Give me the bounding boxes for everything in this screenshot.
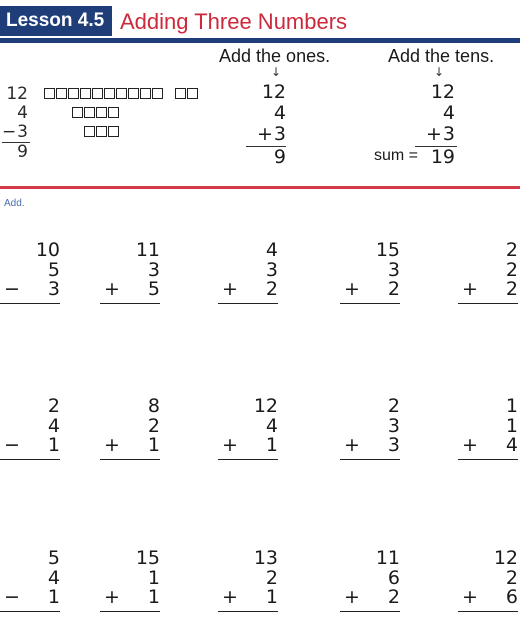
addend-bottom: 2 (265, 278, 278, 300)
addend-middle: 4 (47, 566, 60, 589)
ones-addend-1: 12 (261, 81, 286, 103)
square-row-three (84, 126, 119, 137)
unit-square (80, 88, 91, 99)
problem-2 (100, 241, 160, 304)
unit-square (152, 88, 163, 99)
addend-top: 5 (47, 547, 60, 569)
addend-top: 2 (387, 395, 400, 417)
operator: + (462, 586, 478, 608)
ones-addend-3: 3 (273, 123, 286, 145)
addend-middle: 1 (505, 414, 518, 437)
tens-heading: Add the tens. (388, 46, 495, 66)
addend-bottom-row (0, 588, 60, 608)
header-rule (0, 38, 520, 43)
operator: − (4, 278, 20, 300)
lesson-title: Adding Three Numbers (120, 9, 348, 34)
tens-third-row (415, 124, 455, 145)
operator: + (462, 434, 478, 456)
addend-bottom: 4 (505, 434, 518, 456)
operator: + (462, 278, 478, 300)
operator: + (104, 434, 120, 456)
addend-bottom-row (218, 280, 278, 300)
problem-3 (218, 241, 278, 304)
operator: + (344, 434, 360, 456)
addend-bottom-row (458, 436, 518, 456)
example-addend-3: 3 (17, 122, 28, 142)
unit-square (96, 107, 107, 118)
addend-bottom-row (340, 280, 400, 300)
addend-middle: 3 (387, 258, 400, 281)
addend-bottom: 1 (265, 434, 278, 456)
unit-square (116, 88, 127, 99)
operator: + (222, 586, 238, 608)
tens-result: 19 (430, 146, 455, 168)
addend-bottom-row (100, 280, 160, 300)
answer-line (218, 303, 278, 305)
lesson-label: Lesson 4.5 (6, 10, 105, 31)
addend-bottom: 1 (47, 586, 60, 608)
ones-heading: Add the ones. (219, 46, 331, 66)
addend-top: 13 (253, 547, 278, 569)
square-row-twelve (44, 88, 198, 99)
problem-12 (100, 549, 160, 612)
problem-11 (0, 549, 60, 612)
addend-bottom-row (218, 436, 278, 456)
addend-bottom: 5 (147, 278, 160, 300)
problem-15 (458, 549, 518, 612)
addend-bottom: 1 (147, 586, 160, 608)
addend-middle: 2 (505, 258, 518, 281)
answer-line (0, 459, 60, 461)
tens-addend-2: 4 (442, 102, 455, 124)
addend-bottom: 3 (387, 434, 400, 456)
addend-bottom: 6 (505, 586, 518, 608)
addend-bottom: 1 (47, 434, 60, 456)
ones-column (246, 82, 286, 168)
unit-square (187, 88, 198, 99)
operator: + (344, 278, 360, 300)
answer-line (0, 611, 60, 613)
addend-middle: 2 (505, 566, 518, 589)
unit-square (68, 88, 79, 99)
addend-middle: 3 (147, 258, 160, 281)
addend-bottom-row (340, 436, 400, 456)
addend-top: 1 (505, 395, 518, 417)
addend-bottom: 1 (265, 586, 278, 608)
unit-square (140, 88, 151, 99)
example-sum: 9 (17, 142, 28, 162)
addend-bottom: 3 (47, 278, 60, 300)
addend-top: 15 (375, 239, 400, 261)
addend-middle: 2 (265, 566, 278, 589)
addend-bottom-row (458, 588, 518, 608)
unit-square (128, 88, 139, 99)
addend-middle: 3 (265, 258, 278, 281)
operator: − (4, 434, 20, 456)
addend-top: 11 (375, 547, 400, 569)
addend-top: 2 (505, 239, 518, 261)
ones-addend-2: 4 (273, 102, 286, 124)
operator: + (104, 586, 120, 608)
problem-4 (340, 241, 400, 304)
answer-line (218, 611, 278, 613)
unit-square (84, 126, 95, 137)
addend-middle: 5 (47, 258, 60, 281)
addend-middle: 4 (265, 414, 278, 437)
problem-14 (340, 549, 400, 612)
addend-top: 15 (135, 547, 160, 569)
operator: + (222, 434, 238, 456)
problem-9 (340, 397, 400, 460)
problem-13 (218, 549, 278, 612)
problem-1 (0, 241, 60, 304)
addend-middle: 6 (387, 566, 400, 589)
problem-8 (218, 397, 278, 460)
tens-addend-1: 12 (430, 81, 455, 103)
answer-line (100, 611, 160, 613)
addend-bottom-row (458, 280, 518, 300)
ones-third-row (246, 124, 286, 145)
addend-bottom: 2 (505, 278, 518, 300)
answer-line (100, 459, 160, 461)
unit-square (175, 88, 186, 99)
addend-top: 2 (47, 395, 60, 417)
answer-line (340, 611, 400, 613)
example-addend-2: 4 (17, 103, 28, 123)
example-operator: − (2, 122, 17, 142)
answer-line (0, 303, 60, 305)
answer-line (340, 459, 400, 461)
ones-result: 9 (273, 146, 286, 168)
addend-bottom-row (100, 436, 160, 456)
addend-bottom: 2 (387, 278, 400, 300)
operator: + (222, 278, 238, 300)
answer-line (340, 303, 400, 305)
unit-square (96, 126, 107, 137)
unit-square (104, 88, 115, 99)
answer-line (458, 303, 518, 305)
tens-column (415, 82, 457, 168)
answer-line (100, 303, 160, 305)
operator: − (4, 586, 20, 608)
addend-top: 8 (147, 395, 160, 417)
problem-5 (458, 241, 518, 304)
addend-bottom-row (340, 588, 400, 608)
ones-operator: + (257, 123, 273, 145)
addend-top: 4 (265, 239, 278, 261)
addend-bottom-row (100, 588, 160, 608)
operator: + (344, 586, 360, 608)
addend-top: 11 (135, 239, 160, 261)
unit-square (108, 107, 119, 118)
answer-line (458, 611, 518, 613)
addend-top: 10 (35, 239, 60, 261)
unit-square (44, 88, 55, 99)
addend-middle: 1 (147, 566, 160, 589)
instruction-label: Add. (4, 198, 25, 209)
sum-label: sum = (374, 147, 419, 164)
addend-top: 12 (493, 547, 518, 569)
operator: + (104, 278, 120, 300)
unit-square (56, 88, 67, 99)
lesson-badge (0, 6, 112, 36)
unit-square (72, 107, 83, 118)
problem-7 (100, 397, 160, 460)
problem-6 (0, 397, 60, 460)
addend-bottom: 1 (147, 434, 160, 456)
addend-bottom-row (0, 280, 60, 300)
addend-middle: 3 (387, 414, 400, 437)
tens-arrow-icon: ↓ (434, 65, 445, 79)
unit-square (92, 88, 103, 99)
ones-arrow-icon: ↓ (271, 65, 282, 79)
addend-top: 12 (253, 395, 278, 417)
addend-bottom: 2 (387, 586, 400, 608)
tens-addend-3: 3 (442, 123, 455, 145)
square-row-four (72, 107, 119, 118)
section-divider (0, 186, 520, 189)
unit-square (108, 126, 119, 137)
addend-bottom-row (0, 436, 60, 456)
addend-middle: 4 (47, 414, 60, 437)
problem-10 (458, 397, 518, 460)
answer-line (218, 459, 278, 461)
addend-middle: 2 (147, 414, 160, 437)
addend-bottom-row (218, 588, 278, 608)
answer-line (458, 459, 518, 461)
tens-operator: + (426, 123, 442, 145)
example-addend-1: 12 (6, 84, 28, 104)
unit-square (84, 107, 95, 118)
